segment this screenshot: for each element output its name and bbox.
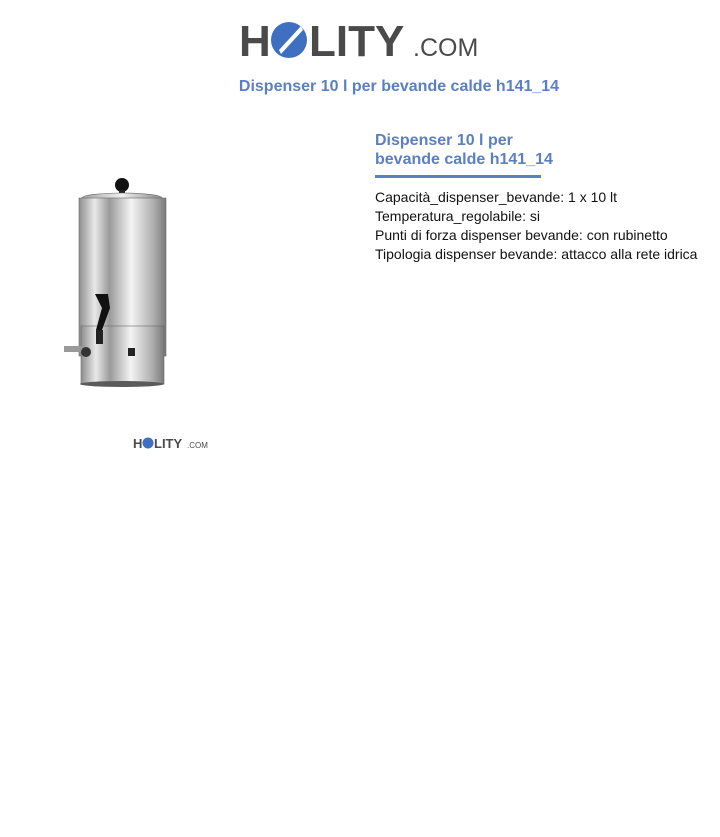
spec-list: [375, 188, 720, 264]
spec-value: si: [529, 208, 540, 224]
spec-label: Tipologia dispenser bevande: [375, 246, 554, 262]
product-image: [0, 118, 232, 476]
svg-text:.COM: .COM: [413, 34, 479, 62]
svg-text:H: H: [239, 17, 271, 66]
svg-text:.COM: .COM: [187, 441, 208, 450]
svg-text:H: H: [133, 436, 143, 451]
logo-graphic: [239, 12, 484, 66]
spec-row: Tipologia dispenser bevande: attacco alla rete idrica: [375, 246, 698, 262]
title-divider: [375, 175, 541, 178]
svg-text:LITY: LITY: [154, 436, 183, 451]
product-title: Dispenser 10 l per bevande calde h141_14: [375, 132, 553, 168]
spec-row: Capacità_dispenser_bevande: 1 x 10 lt: [375, 189, 618, 205]
spec-row: Punti di forza dispenser bevande: con rubinetto: [375, 227, 668, 243]
spec-label: Capacità_dispenser_bevande: [375, 189, 561, 205]
svg-text:LITY: LITY: [309, 17, 405, 66]
spec-label: Temperatura_regolabile: [375, 208, 523, 224]
page-title: Dispenser 10 l per bevande calde h141_14: [238, 78, 560, 95]
spec-row: Temperatura_regolabile: si: [375, 208, 540, 224]
spec-value: con rubinetto: [586, 227, 668, 243]
product-detail: [375, 131, 720, 264]
spec-label: Punti di forza dispenser bevande: [375, 227, 579, 243]
spec-value: 1 x 10 lt: [568, 189, 618, 205]
spec-value: attacco alla rete idrica: [561, 246, 698, 262]
holity-logo: [239, 12, 484, 66]
